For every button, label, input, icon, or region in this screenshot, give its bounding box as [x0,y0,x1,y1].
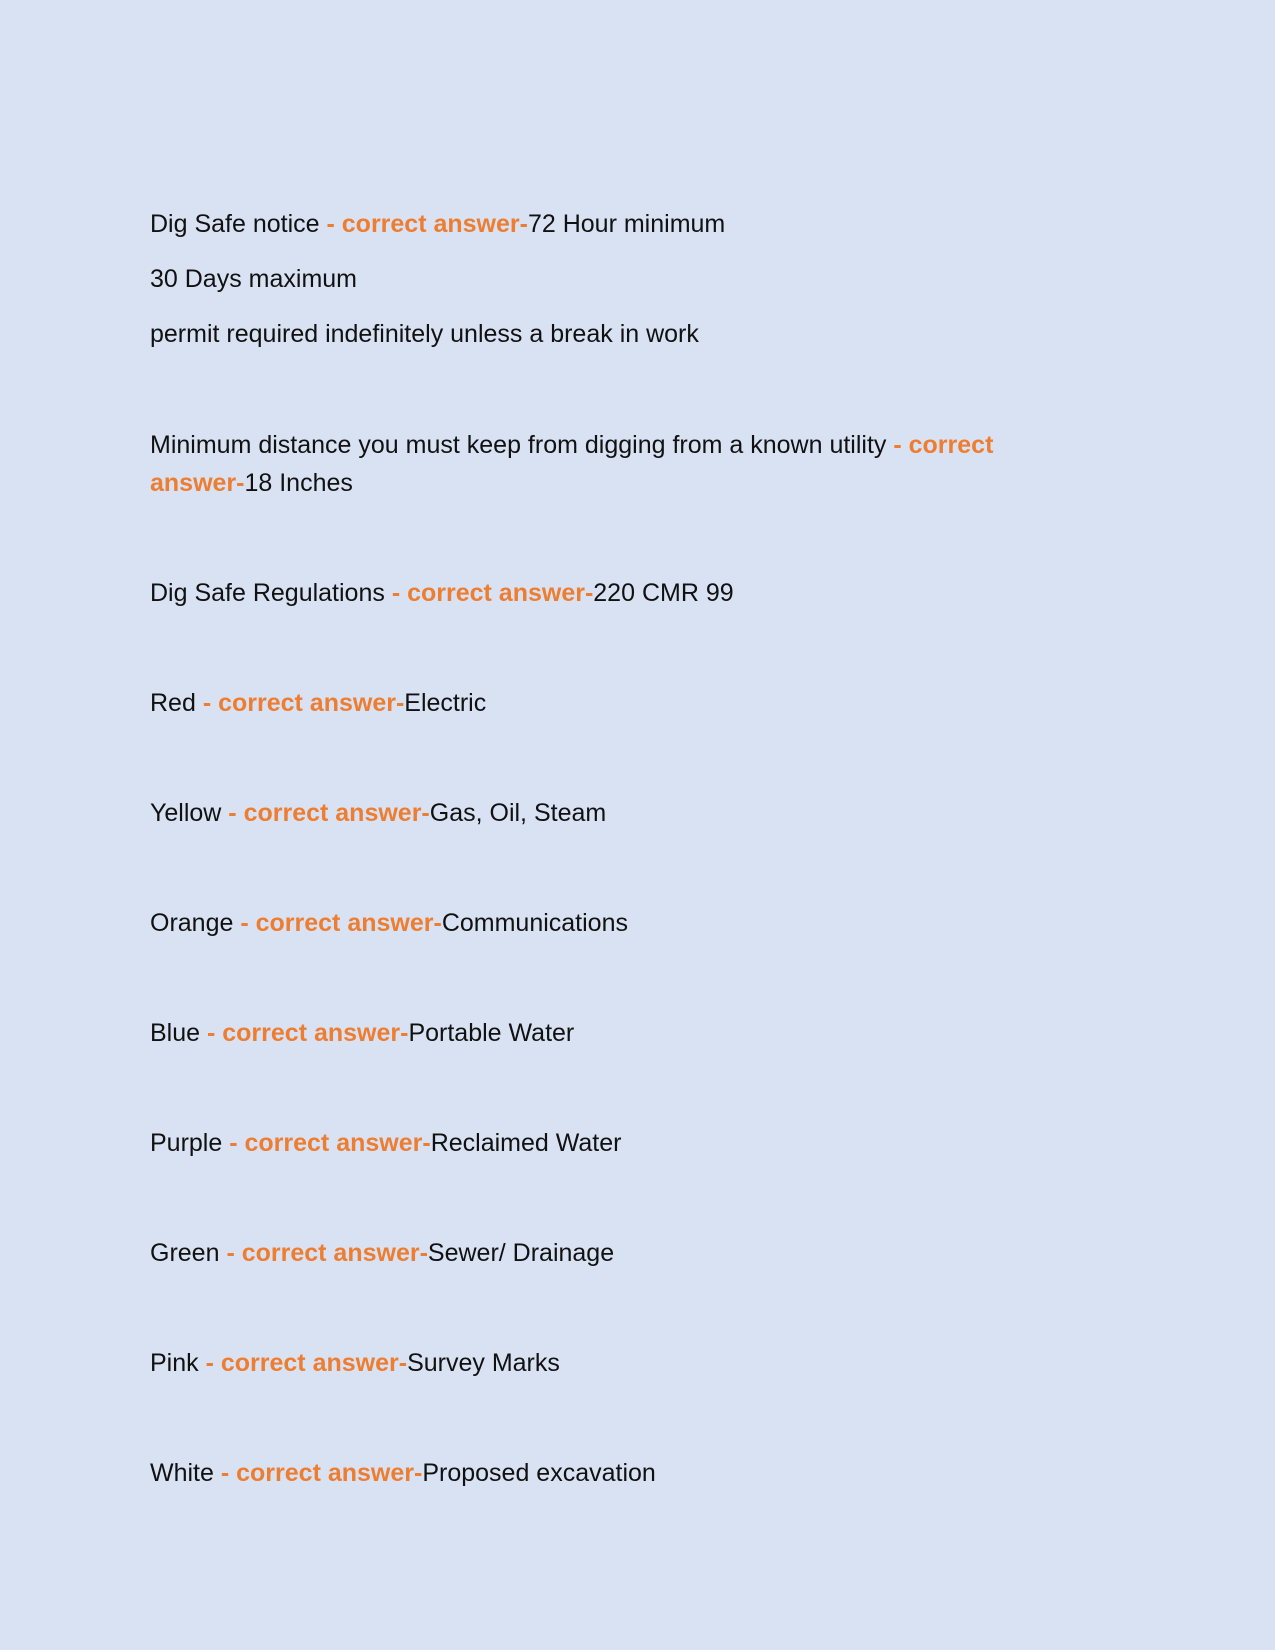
qa-entry-orange [150,904,628,942]
qa-entry-purple [150,1124,621,1162]
correct-answer-marker: - correct answer- [206,1019,409,1047]
qa-entry-white [150,1454,656,1492]
answer-text: Portable Water [408,1019,575,1047]
answer-text: Survey Marks [407,1349,560,1377]
question-text: Purple [150,1129,230,1157]
answer-text: Reclaimed Water [430,1129,622,1157]
correct-answer-marker: - correct answer- [220,1459,423,1487]
correct-answer-marker: - correct answer- [150,431,994,497]
answer-text: 220 CMR 99 [593,579,734,607]
answer-continuation: 30 Days maximum [150,265,357,293]
qa-entry-dig-safe-regulations [150,574,734,612]
question-text: Orange [150,909,241,937]
correct-answer-marker: - correct answer- [229,1129,431,1157]
correct-answer-marker: - correct answer- [228,799,430,827]
answer-text: Electric [404,689,487,717]
question-text: Yellow [150,799,229,827]
answer-text: Communications [441,909,628,937]
correct-answer-marker: - correct answer- [240,909,442,937]
qa-entry-dig-safe-notice [150,205,725,243]
qa-entry-red [150,684,486,722]
answer-text: Proposed excavation [422,1459,656,1487]
question-text: Red [150,689,203,717]
qa-entry-yellow [150,794,606,832]
correct-answer-marker: - correct answer- [205,1349,408,1377]
correct-answer-marker: - correct answer- [391,579,594,607]
question-text: Dig Safe Regulations [150,579,392,607]
qa-entry-pink [150,1344,560,1382]
correct-answer-marker: - correct answer- [326,210,528,238]
question-text: Dig Safe notice [150,210,327,238]
correct-answer-marker: - correct answer- [226,1239,428,1267]
question-text: White [150,1459,221,1487]
answer-text: 72 Hour minimum [527,210,726,238]
answer-continuation: permit required indefinitely unless a break in work [150,320,699,348]
question-text: Green [150,1239,227,1267]
question-text: Minimum distance you must keep from digging from a known utility [150,431,894,459]
correct-answer-marker: - correct answer- [202,689,405,717]
qa-entry-minimum-distance [150,426,1070,502]
answer-text: 18 Inches [244,469,353,497]
qa-entry-blue [150,1014,574,1052]
qa-entry-green [150,1234,614,1272]
question-text: Pink [150,1349,206,1377]
answer-text: Sewer/ Drainage [427,1239,615,1267]
answer-text: Gas, Oil, Steam [429,799,607,827]
question-text: Blue [150,1019,207,1047]
